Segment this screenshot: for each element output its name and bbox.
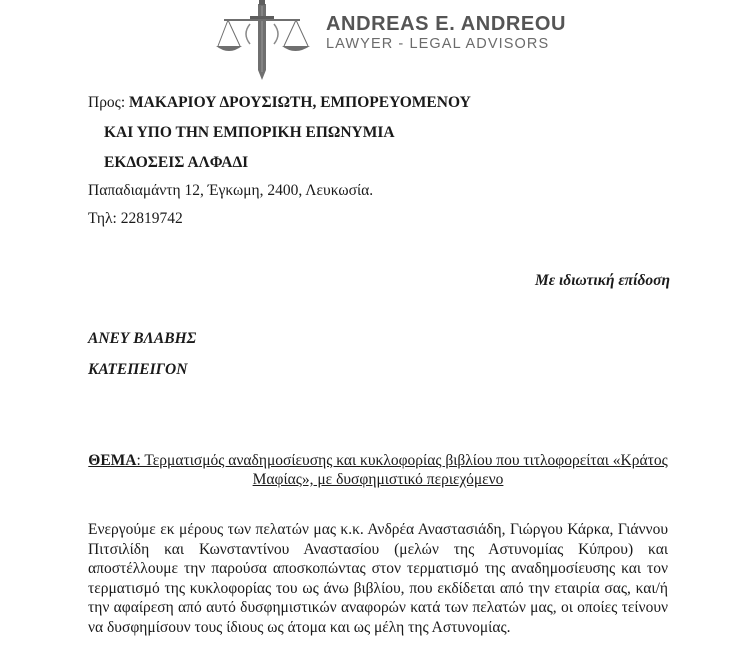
recipient-prefix: Προς: (88, 94, 129, 111)
recipient-line-1 (88, 94, 471, 112)
without-prejudice-marking: ΑΝΕΥ ΒΛΑΒΗΣ (88, 330, 197, 347)
subject-label: ΘΕΜΑ (88, 452, 137, 469)
urgent-marking: ΚΑΤΕΠΕΙΓΟΝ (88, 361, 188, 378)
subject-block (88, 451, 668, 489)
firm-subtitle: LAWYER - LEGAL ADVISORS (326, 36, 550, 52)
recipient-phone: Τηλ: 22819742 (88, 210, 183, 227)
recipient-line-3: ΕΚΔΟΣΕΙΣ ΑΛΦΑΔΙ (104, 154, 249, 171)
subject-text-line-2: Μαφίας», με δυσφημιστικό περιεχόμενο (252, 471, 504, 488)
recipient-name: ΜΑΚΑΡΙΟΥ ΔΡΟΥΣΙΩΤΗ, ΕΜΠΟΡΕΥΟΜΕΝΟΥ (129, 94, 471, 111)
delivery-note: Με ιδιωτική επίδοση (534, 272, 670, 289)
recipient-address: Παπαδιαμάντη 12, Έγκωμη, 2400, Λευκωσία. (88, 182, 374, 199)
recipient-line-2: ΚΑΙ ΥΠΟ ΤΗΝ ΕΜΠΟΡΙΚΗ ΕΠΩΝΥΜΙΑ (104, 124, 395, 141)
body-paragraph-1: Ενεργούμε εκ μέρους των πελατών μας κ.κ. Ανδρέα Αναστασιάδη, Γιώργου Κάρκα, Γιάννου Πιτσιλίδη και Κωνσταντίνου Αναστασίου (μελών της Αστυνομίας Κύπρου) και αποστέλλουμε την παρούσα αποσκοπώντας στον τερματισμό της αναδημοσίευσης και τον τερματισμό της κυκλοφορίας του ως άνω βιβλίου, που εκδίδεται από την εταιρία σας, και/ή την αφαίρεση από αυτό δυσφημιστικών αναφορών κατά των πελατών μας, οι οποίες τείνουν να δυσφημίσουν τους ίδιους ως άτομα και ως μέλη της Αστυνομίας. (88, 521, 668, 636)
firm-name: ANDREAS E. ANDREOU (326, 13, 567, 35)
scales-of-justice-sword-icon (214, 0, 314, 82)
subject-text-line-1: : Τερματισμός αναδημοσίευσης και κυκλοφορίας βιβλίου που τιτλοφορείται «Κράτος (136, 452, 668, 469)
